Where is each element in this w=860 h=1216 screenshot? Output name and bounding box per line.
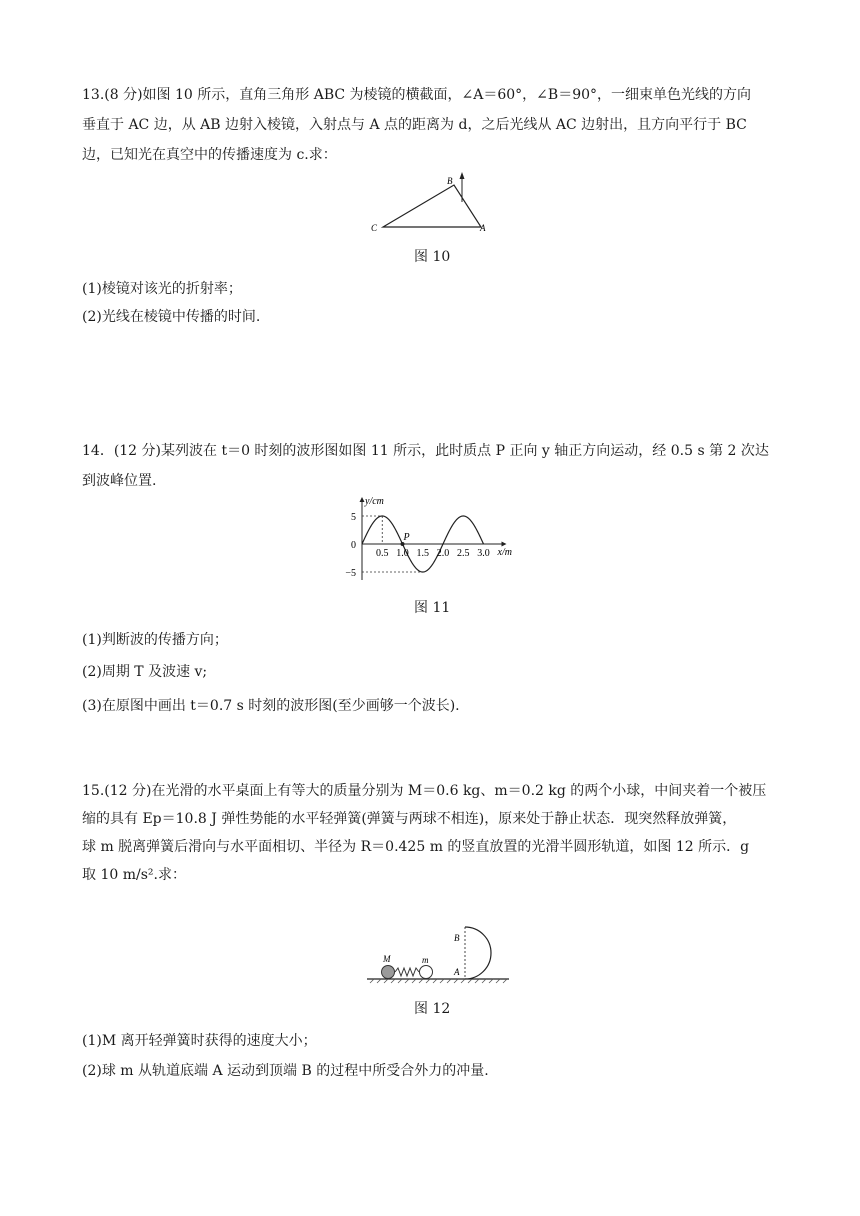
y-tick-label: −5 bbox=[345, 568, 356, 579]
x-tick-label: 1.5 bbox=[416, 548, 429, 559]
x-axis-arrowhead bbox=[502, 542, 507, 547]
x-tick-label: 2.5 bbox=[457, 548, 470, 559]
light-ray-arrowhead bbox=[460, 172, 465, 179]
x-tick-label: 1.0 bbox=[396, 548, 409, 559]
label-B: B bbox=[454, 933, 460, 943]
figure-12-caption: 图 12 bbox=[414, 1001, 451, 1017]
figure-10-prism-diagram bbox=[0, 168, 860, 238]
q15-line-4: 取 10 m/s².求： bbox=[82, 867, 186, 883]
q14-sub-3: (3)在原图中画出 t＝0.7 s 时刻的波形图(至少画够一个波长). bbox=[82, 698, 460, 714]
q14-line-2: 到波峰位置. bbox=[82, 473, 157, 489]
y-tick-label: 0 bbox=[351, 540, 356, 551]
ball-M bbox=[382, 966, 395, 979]
y-axis-label: y/cm bbox=[365, 496, 384, 507]
y-tick-label: 5 bbox=[351, 512, 356, 523]
q14-sub-1: (1)判断波的传播方向； bbox=[82, 632, 228, 648]
q14-sub-2: (2)周期 T 及波速 v; bbox=[82, 664, 208, 680]
q15-line-3: 球 m 脱离弹簧后滑向与水平面相切、半径为 R＝0.425 m 的竖直放置的光滑半圆形轨道，如图 12 所示．g bbox=[82, 839, 750, 855]
y-axis-arrowhead bbox=[360, 497, 365, 502]
q14-line-1: 14．(12 分)某列波在 t＝0 时刻的波形图如图 11 所示，此时质点 P 正向 y 轴正方向运动，经 0.5 s 第 2 次达 bbox=[82, 443, 769, 459]
figure-12-track-diagram bbox=[0, 918, 860, 988]
q15-line-2: 缩的具有 Ep＝10.8 J 弹性势能的水平轻弹簧(弹簧与两球不相连)，原来处于静止状态．现突然释放弹簧， bbox=[82, 811, 737, 827]
figure-10-caption: 图 10 bbox=[414, 249, 451, 265]
wave-tick-labels bbox=[345, 496, 512, 579]
semicircular-track bbox=[465, 927, 491, 979]
label-A: A bbox=[454, 967, 460, 977]
label-M: M bbox=[383, 954, 391, 964]
figure-11-wave-chart bbox=[0, 494, 860, 589]
q13-sub-1: (1)棱镜对该光的折射率； bbox=[82, 281, 242, 297]
q13-line-3: 边，已知光在真空中的传播速度为 c.求： bbox=[82, 147, 337, 163]
q15-sub-2: (2)球 m 从轨道底端 A 运动到顶端 B 的过程中所受合外力的冲量. bbox=[82, 1063, 489, 1079]
x-tick-label: 0.5 bbox=[376, 548, 389, 559]
wave-axes bbox=[360, 497, 507, 580]
compressed-spring bbox=[395, 968, 419, 976]
x-tick-label: 3.0 bbox=[477, 548, 490, 559]
q13-sub-2: (2)光线在棱镜中传播的时间. bbox=[82, 309, 261, 325]
x-axis-label: x/m bbox=[497, 547, 512, 558]
figure-11-caption: 图 11 bbox=[414, 600, 451, 616]
q15-line-1: 15.(12 分)在光滑的水平桌面上有等大的质量分别为 M＝0.6 kg、m＝0.2 kg 的两个小球，中间夹着一个被压 bbox=[82, 783, 767, 799]
prism-triangle bbox=[383, 185, 481, 227]
ball-m bbox=[420, 966, 433, 979]
q15-sub-1: (1)M 离开轻弹簧时获得的速度大小； bbox=[82, 1033, 317, 1049]
vertex-label-b: B bbox=[447, 176, 453, 186]
q13-line-2: 垂直于 AC 边，从 AB 边射入棱镜，入射点与 A 点的距离为 d，之后光线从 AC 边射出，且方向平行于 BC bbox=[82, 117, 747, 133]
point-P-label: P bbox=[403, 532, 410, 543]
x-tick-label: 2.0 bbox=[436, 548, 450, 559]
q13-line-1: 13.(8 分)如图 10 所示，直角三角形 ABC 为棱镜的横截面，∠A＝60°，∠B＝90°，一细束单色光线的方向 bbox=[82, 87, 752, 103]
label-m: m bbox=[422, 955, 429, 965]
vertex-label-a: A bbox=[480, 223, 486, 233]
vertex-label-c: C bbox=[371, 223, 378, 233]
